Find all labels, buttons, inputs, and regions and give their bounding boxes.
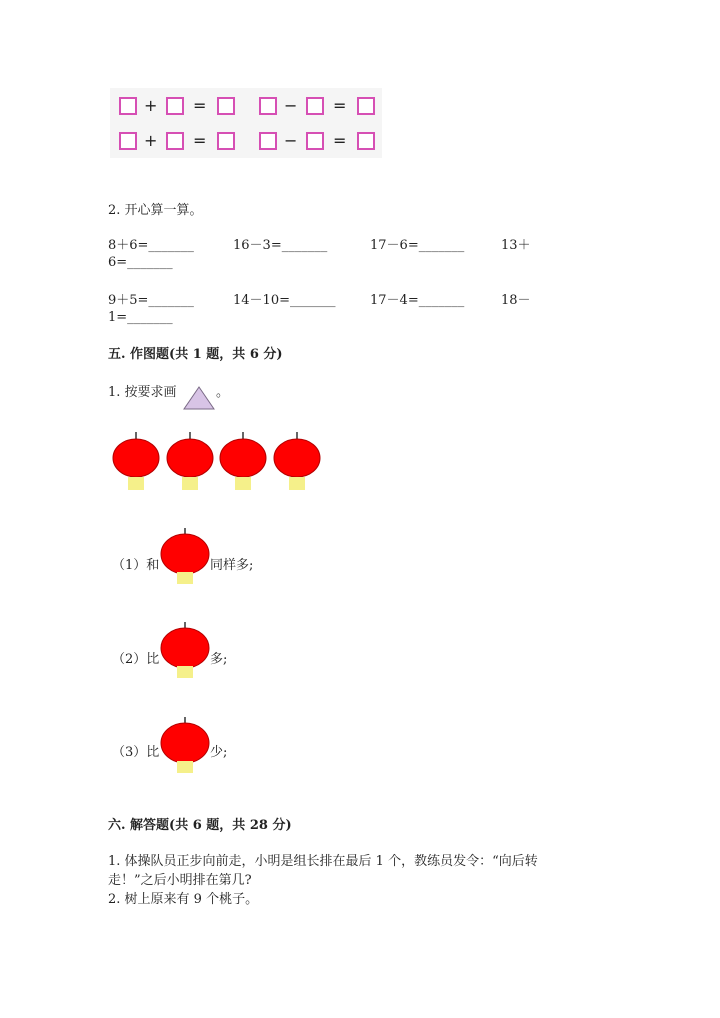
section-6-q2: 2. 树上原来有 9 个桃子。 [108,892,259,907]
minus-sign: − [284,131,298,150]
arithmetic-item: 17－6=_______ [370,238,465,253]
sub-question-2-prefix: （2）比 [112,652,160,667]
section-5-q1-suffix: 。 [216,385,230,400]
lantern-row [110,430,330,492]
section-5-q1-prefix: 1. 按要求画 [108,385,177,400]
answer-box[interactable] [357,97,375,115]
lantern-icon [160,716,210,774]
arithmetic-item: 13＋ [501,238,531,253]
triangle-icon [183,386,215,410]
answer-box[interactable] [357,132,375,150]
plus-sign: + [144,131,158,150]
equals-sign: = [193,96,207,115]
lantern-icon [220,432,266,490]
equals-sign: = [193,131,207,150]
answer-box[interactable] [259,97,277,115]
arithmetic-item: 16－3=_______ [233,238,328,253]
lantern-icon [160,527,210,585]
section-6-q1-line2: 走！”之后小明排在第几? [108,873,252,888]
minus-sign: − [284,96,298,115]
arithmetic-item: 8＋6=_______ [108,238,194,253]
arithmetic-item: 9＋5=_______ [108,293,194,308]
answer-box[interactable] [119,97,137,115]
arithmetic-item-wrap: 6=_______ [108,255,173,270]
answer-box[interactable] [306,97,324,115]
equals-sign: = [333,96,347,115]
plus-sign: + [144,96,158,115]
arithmetic-item-wrap: 1=_______ [108,310,173,325]
question-2-title: 2. 开心算一算。 [108,203,203,218]
section-6-q1-line1: 1. 体操队员正步向前走，小明是组长排在最后 1 个，教练员发令：“向后转 [108,854,538,869]
sub-question-3-suffix: 少; [210,745,228,760]
arithmetic-item: 14－10=_______ [233,293,336,308]
answer-box[interactable] [166,97,184,115]
section-6-heading: 六. 解答题(共 6 题，共 28 分) [108,818,292,833]
answer-box[interactable] [166,132,184,150]
lantern-icon [274,432,320,490]
answer-box[interactable] [119,132,137,150]
section-5-heading: 五. 作图题(共 1 题，共 6 分) [108,347,283,362]
equals-sign: = [333,131,347,150]
lantern-icon [113,432,159,490]
sub-question-2-suffix: 多; [210,652,228,667]
lantern-icon [160,621,210,679]
answer-box[interactable] [217,132,235,150]
answer-box[interactable] [217,97,235,115]
sub-question-3-prefix: （3）比 [112,745,160,760]
answer-box[interactable] [306,132,324,150]
arithmetic-item: 18－ [501,293,531,308]
answer-box[interactable] [259,132,277,150]
lantern-icon [167,432,213,490]
arithmetic-item: 17－4=_______ [370,293,465,308]
sub-question-1-prefix: （1）和 [112,558,160,573]
sub-question-1-suffix: 同样多; [210,558,254,573]
